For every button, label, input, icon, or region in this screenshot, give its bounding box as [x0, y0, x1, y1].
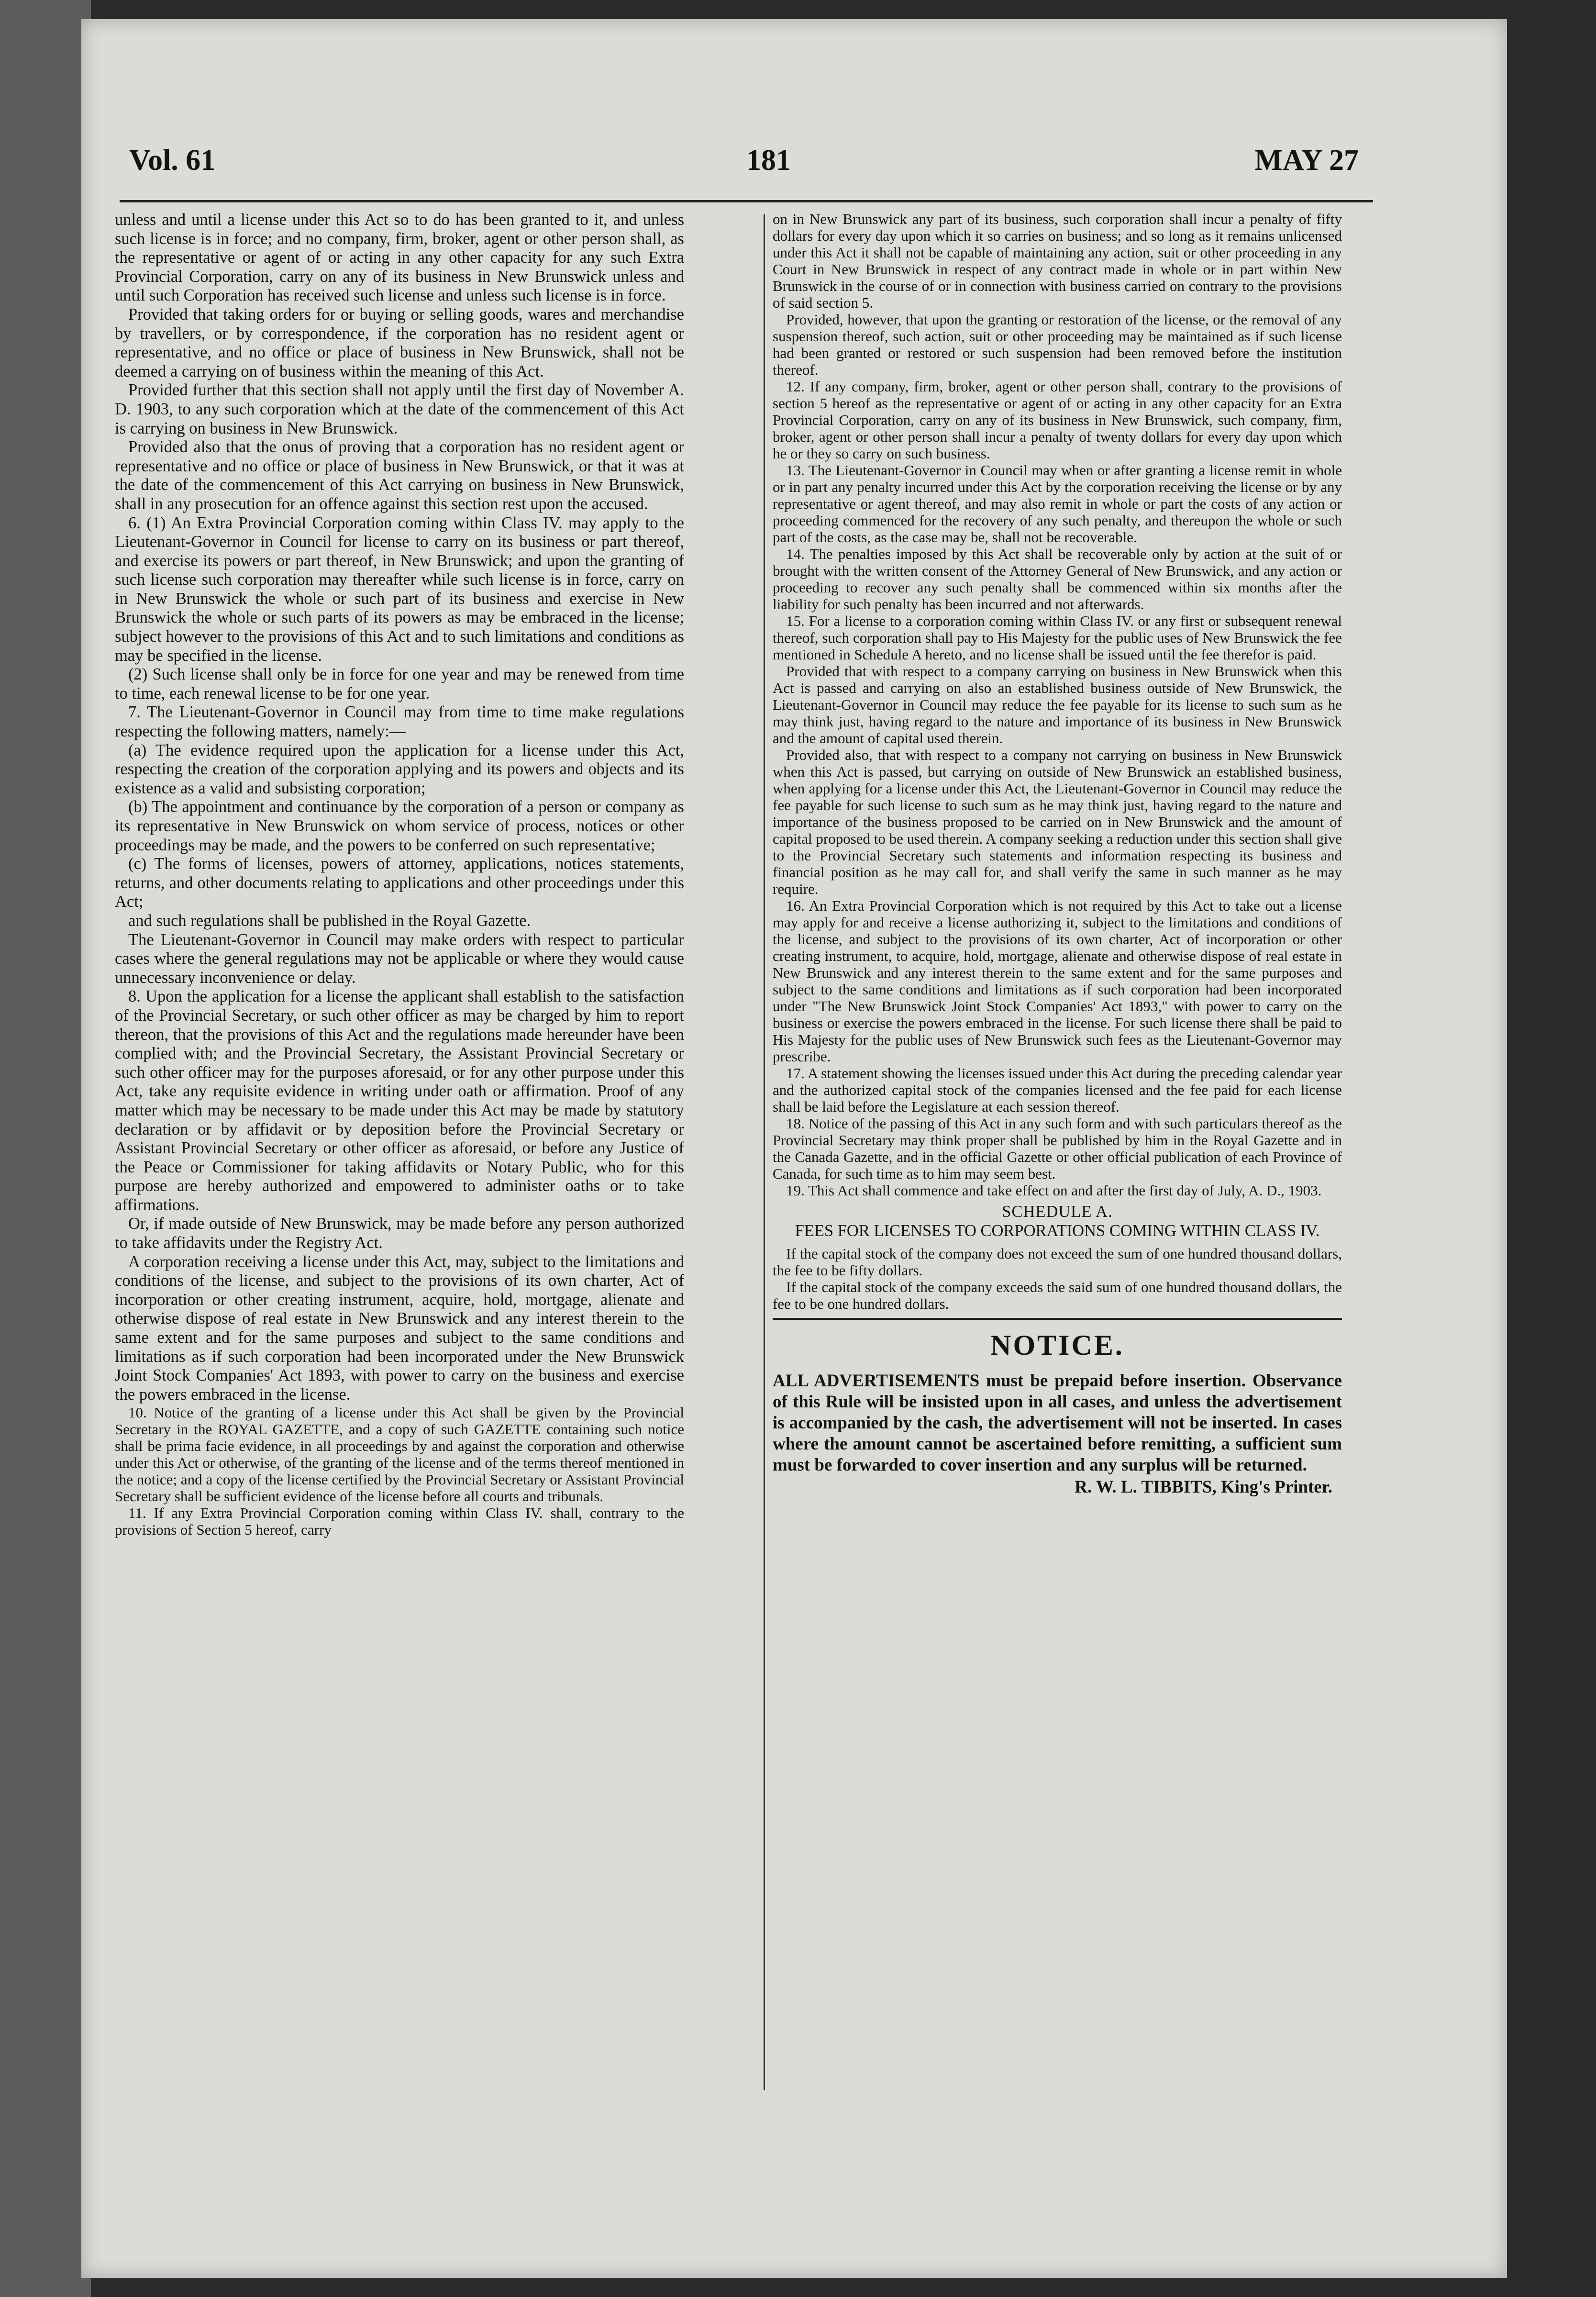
notice-rule — [773, 1318, 1342, 1320]
notice-text: ALL ADVERTISEMENTS must be prepaid before insertion. Observance of this Rule will be insisted upon in all cases, and unless the advertisement is accompanied by the cash, the advertisement will not be inserted. In cases where the amount cannot be ascertained before remitting, a sufficient sum must be forwarded to cover insertion and any surplus will be returned. — [773, 1371, 1342, 1475]
book-spine — [0, 0, 91, 2297]
clause-c: (c) The forms of licenses, powers of attorney, applications, notices statements, returns, and other documents relating to applications and other proceedings under this Act; — [115, 855, 684, 911]
paragraph: and such regulations shall be published in the Royal Gazette. — [128, 911, 531, 930]
right-column — [773, 211, 1342, 1497]
section-13: 13. The Lieutenant-Governor in Council may when or after granting a license remit in whole or in part any penalty incurred under this Act by the corporation receiving the license or by any representative or agent thereof, and may also remit in whole or part the costs of any action or proceeding commenced for the recovery of any such penalty, and thereupon the whole or such part of the costs, as the case may be, shall not be recoverable. — [773, 462, 1342, 546]
paragraph: (2) Such license shall only be in force for one year and may be renewed from time to time, each renewal license to be for one year. — [115, 665, 684, 702]
schedule-heading: FEES FOR LICENSES TO CORPORATIONS COMING WITHIN CLASS IV. — [795, 1221, 1320, 1240]
schedule-title: SCHEDULE A. — [1002, 1203, 1113, 1221]
notice-title: NOTICE. — [990, 1329, 1124, 1361]
notice-body — [773, 1371, 1342, 1476]
header-rule — [120, 200, 1373, 202]
printer-signature: R. W. L. TIBBITS, King's Printer. — [1075, 1477, 1332, 1497]
paragraph: Provided also, that with respect to a company not carrying on business in New Brunswick when this Act is passed, but carrying on outside of New Brunswick an established business, when applying for a license under this Act, the Lieutenant-Governor in Council may reduce the fee payable for such license to such sum as he may think just, having regard to the nature and importance of the business proposed to be carried on in New Brunswick and the amount of capital proposed to be used therein. A company seeking a reduction under this section shall give to the Provincial Secretary such statements and information respecting its business and financial position as he may call for, and shall verify the same in such manner as he may require. — [773, 747, 1342, 897]
column-divider — [764, 214, 765, 2090]
left-column — [115, 211, 684, 1538]
paragraph: unless and until a license under this Act so to do has been granted to it, and unless such license is in force; and no company, firm, broker, agent or other person shall, as the representative or agent of or acting in any other capacity for any such Extra Provincial Corporation, carry on any of its business in New Brunswick unless and until such Corporation has received such license and unless such license is in force. — [115, 211, 684, 305]
section-17: 17. A statement showing the licenses issued under this Act during the preceding calendar year and the authorized capital stock of the companies licensed and the fee paid for each license shall be laid before the Legislature at each session thereof. — [773, 1065, 1342, 1115]
schedule-item: If the capital stock of the company exceeds the said sum of one hundred thousand dollars, the fee to be one hundred dollars. — [773, 1279, 1342, 1313]
page-header — [129, 144, 1373, 196]
section-7: 7. The Lieutenant-Governor in Council may from time to time make regulations respecting the following matters, namely:— — [115, 703, 684, 741]
clause-a: (a) The evidence required upon the application for a license under this Act, respecting the creation of the corporation applying and its powers and objects and its existence as a valid and subsisting corporation; — [115, 741, 684, 797]
paragraph: Provided, however, that upon the granting or restoration of the license, or the removal of any suspension thereof, such action, suit or other proceeding may be maintained as if such license had been granted or restored or such suspension had been removed before the institution thereof. — [773, 311, 1342, 378]
paragraph: A corporation receiving a license under this Act, may, subject to the limitations and conditions of the license, and subject to the provisions of its own charter, Act of incorporation or other creating instrument, acquire, hold, mortgage, alienate and otherwise dispose of real estate in New Brunswick and any interest therein to the same extent and for the same purposes and subject to the same conditions and limitations as if such corporation had been incorporated under the New Brunswick Joint Stock Companies' Act 1893, with power to carry on the business and exercise the powers embraced in the license. — [115, 1252, 684, 1404]
section-10: 10. Notice of the granting of a license under this Act shall be given by the Provincial Secretary in the ROYAL GAZETTE, and a copy of such GAZETTE containing such notice shall be prima facie evidence, in all proceedings by and against the corporation and otherwise under this Act or otherwise, of the granting of the license and of the terms thereof mentioned in the notice; and a copy of the license certified by the Provincial Secretary or Assistant Provincial Secretary shall be sufficient evidence of the license before all courts and tribunals. — [115, 1404, 684, 1505]
schedule-item: If the capital stock of the company does not exceed the sum of one hundred thousand dollars, the fee to be fifty dollars. — [773, 1245, 1342, 1279]
page-number: 181 — [746, 144, 791, 177]
section-19: 19. This Act shall commence and take effect on and after the first day of July, A. D., 1903. — [786, 1182, 1322, 1199]
paragraph: Provided that with respect to a company carrying on business in New Brunswick when this Act is passed and carrying on also an established business outside of New Brunswick, the Lieutenant-Governor in Council may reduce the fee payable for its license to such sum as he may think just, having regard to the nature and importance of its business in New Brunswick and the amount of capital used therein. — [773, 663, 1342, 747]
volume-label: Vol. 61 — [129, 144, 216, 177]
section-6: 6. (1) An Extra Provincial Corporation coming within Class IV. may apply to the Lieutenant-Governor in Council for license to carry on its business or part thereof, and exercise its powers or part thereof, in New Brunswick; and upon the granting of such license such corporation may thereafter while such license is in force, carry on in New Brunswick the whole or such part of its business and exercise in New Brunswick the whole or such parts of its powers as may be embraced in the license; subject however to the provisions of this Act and to such limitations and conditions as may be specified in the license. — [115, 513, 684, 665]
section-11: 11. If any Extra Provincial Corporation coming within Class IV. shall, contrary to the provisions of Section 5 hereof, carry — [115, 1505, 684, 1539]
section-18: 18. Notice of the passing of this Act in any such form and with such particulars thereof as the Provincial Secretary may think proper shall be published by him in the Royal Gazette and in the Canada Gazette, and in the official Gazette or other official publication of each Province of Canada, for such time as to him may seem best. — [773, 1115, 1342, 1182]
section-8: 8. Upon the application for a license the applicant shall establish to the satisfaction of the Provincial Secretary, or such other officer as may be charged by him to report thereon, that the provisions of this Act and the regulations made hereunder have been complied with; and the Provincial Secretary, the Assistant Provincial Secretary or such other officer may for the purposes aforesaid, or for any other purpose under this Act, take any requisite evidence in writing under oath or affirmation. Proof of any matter which may be necessary to be made under this Act may be made by statutory declaration or by affidavit or by deposition before the Provincial Secretary or Assistant Provincial Secretary or other officer as aforesaid, or before any Justice of the Peace or Commissioner for taking affidavits or Notary Public, who for this purpose are hereby authorized and empowered to administer oaths or to take affirmations. — [115, 987, 684, 1214]
section-15: 15. For a license to a corporation coming within Class IV. or any first or subsequent renewal thereof, such corporation shall pay to His Majesty for the public uses of New Brunswick the fee mentioned in Schedule A hereto, and no license shall be issued until the fee therefor is paid. — [773, 613, 1342, 663]
section-14: 14. The penalties imposed by this Act shall be recoverable only by action at the suit of or brought with the written consent of the Attorney General of New Brunswick, and any action or proceeding to recover any such penalty shall be commenced within six months after the liability for such penalty has been incurred and not afterwards. — [773, 546, 1342, 613]
paragraph: Or, if made outside of New Brunswick, may be made before any person authorized to take affidavits under the Registry Act. — [115, 1215, 684, 1252]
clause-b: (b) The appointment and continuance by the corporation of a person or company as its representative in New Brunswick on whom service of process, notices or other proceedings may be made, and the powers to be conferred on such representative; — [115, 798, 684, 854]
section-12: 12. If any company, firm, broker, agent or other person shall, contrary to the provisions of section 5 hereof as the representative or agent of or acting in any other capacity for an Extra Provincial Corporation, carry on any of its business in New Brunswick, such company, firm, broker, agent or other person shall incur a penalty of twenty dollars for every day upon which he or they so carry on such business. — [773, 378, 1342, 462]
paragraph: Provided also that the onus of proving that a corporation has no resident agent or representative and no office or place of business in New Brunswick, or that it was at the date of the commencement of this Act carrying on business in New Brunswick, shall in any prosecution for an offence against this section rest upon the accused. — [115, 438, 684, 513]
issue-date: MAY 27 — [1254, 144, 1359, 177]
paragraph: Provided further that this section shall not apply until the first day of November A. D. 1903, to any such corporation which at the date of the commencement of this Act is carrying on business in New Brunswick. — [115, 381, 684, 437]
paragraph: Provided that taking orders for or buying or selling goods, wares and merchandise by travellers, or by correspondence, if the corporation has no resident agent or representative, and no office or place of business in New Brunswick, shall not be deemed a carrying on of business within the meaning of this Act. — [115, 305, 684, 380]
section-16: 16. An Extra Provincial Corporation which is not required by this Act to take out a license may apply for and receive a license authorizing it, subject to the limitations and conditions of the license, and subject to the provisions of its own charter, Act of incorporation or other creating instrument, to acquire, hold, mortgage, alienate and otherwise dispose of real estate in New Brunswick and any interest therein to the same extent and for the same purposes and subject to the same conditions and limitations as if such corporation had been incorporated under "The New Brunswick Joint Stock Companies' Act 1893," with power to carry on the business or exercise the powers embraced in the license. For such license there shall be paid to His Majesty for the public uses of New Brunswick such fees as the Lieutenant-Governor may prescribe. — [773, 897, 1342, 1065]
paragraph: The Lieutenant-Governor in Council may make orders with respect to particular cases where the general regulations may not be applicable or where they would cause unnecessary inconvenience or delay. — [115, 930, 684, 987]
paragraph: on in New Brunswick any part of its business, such corporation shall incur a penalty of fifty dollars for every day upon which it so carries on business; and so long as it remains unlicensed under this Act it shall not be capable of maintaining any action, suit or other proceeding in any Court in New Brunswick in respect of any contract made in whole or in part within New Brunswick in the course of or in connection with business carried on contrary to the provisions of said section 5. — [773, 211, 1342, 311]
